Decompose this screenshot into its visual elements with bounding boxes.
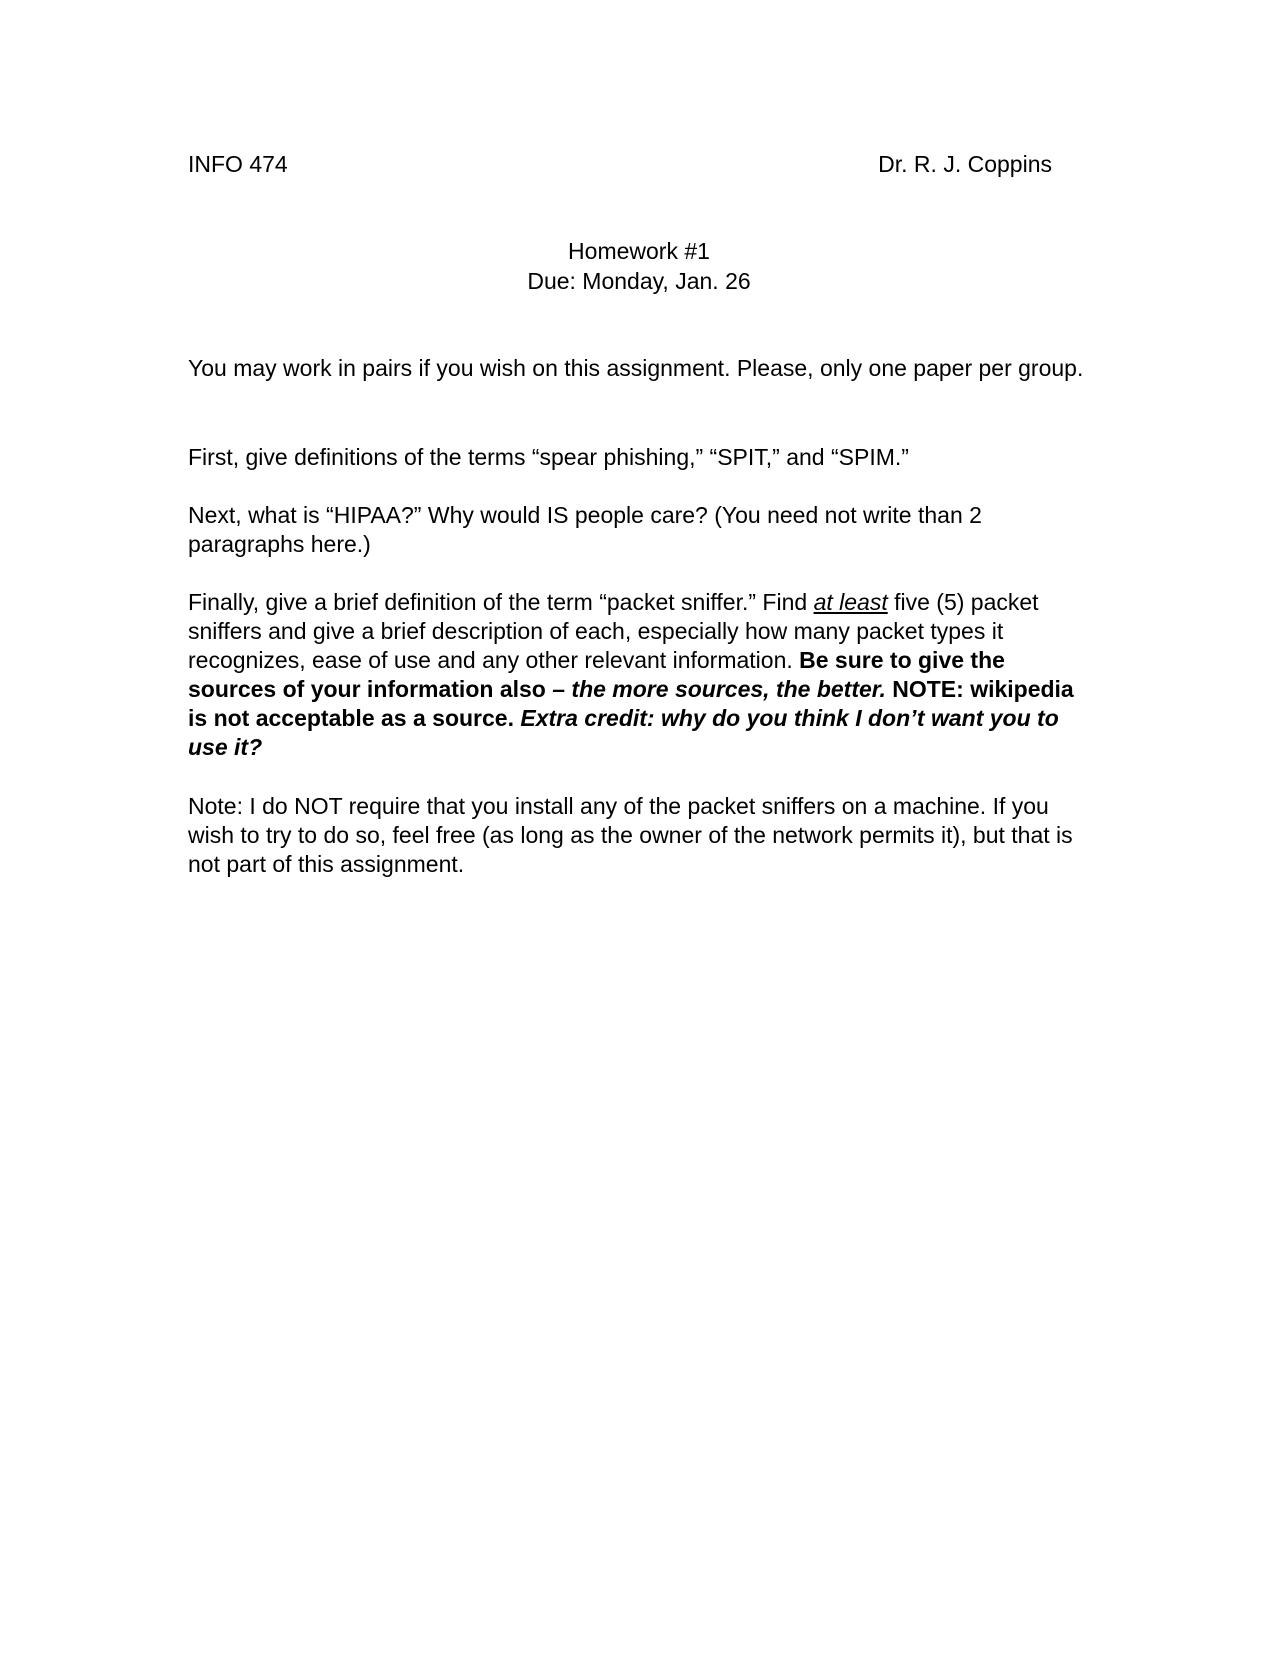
sniffer-text-1: Finally, give a brief definition of the term “packet sniffer.” Find [188, 589, 814, 615]
sniffer-bold-1: Be sure to give the sources of your information also – [188, 647, 1005, 702]
paragraph-packet-sniffer [188, 588, 1088, 762]
instructor-name: Dr. R. J. Coppins [878, 151, 1052, 177]
paragraph-definitions: First, give definitions of the terms “spear phishing,” “SPIT,” and “SPIM.” [188, 444, 909, 470]
sniffer-bold-italic-1: the more sources, the better. [571, 676, 886, 702]
sniffer-bold-2: NOTE: wikipedia is not acceptable as a source. [188, 676, 1074, 731]
paragraph-note: Note: I do NOT require that you install any of the packet sniffers on a machine. If you wish to try to do so, feel free (as long as the owner of the network permits it), but that is not part of this assignment. [188, 793, 1073, 877]
document-header [188, 148, 1052, 180]
course-code: INFO 474 [188, 151, 288, 177]
sniffer-bold-italic-2: Extra credit: why do you think I don’t want you to use it? [188, 705, 1059, 760]
sniffer-text-2: five (5) packet sniffers and give a brief description of each, especially how many packet types it recognizes, ease of use and any other relevant information. [188, 589, 1039, 673]
paragraph-pairs: You may work in pairs if you wish on this assignment. Please, only one paper per group. [188, 355, 1084, 381]
sniffer-emphasis: at least [813, 589, 888, 615]
assignment-title: Homework #1 [568, 238, 710, 264]
paragraph-hipaa: Next, what is “HIPAA?” Why would IS people care? (You need not write than 2 paragraphs here.) [188, 502, 982, 557]
assignment-title-block [188, 236, 1090, 296]
due-date: Due: Monday, Jan. 26 [527, 268, 751, 294]
